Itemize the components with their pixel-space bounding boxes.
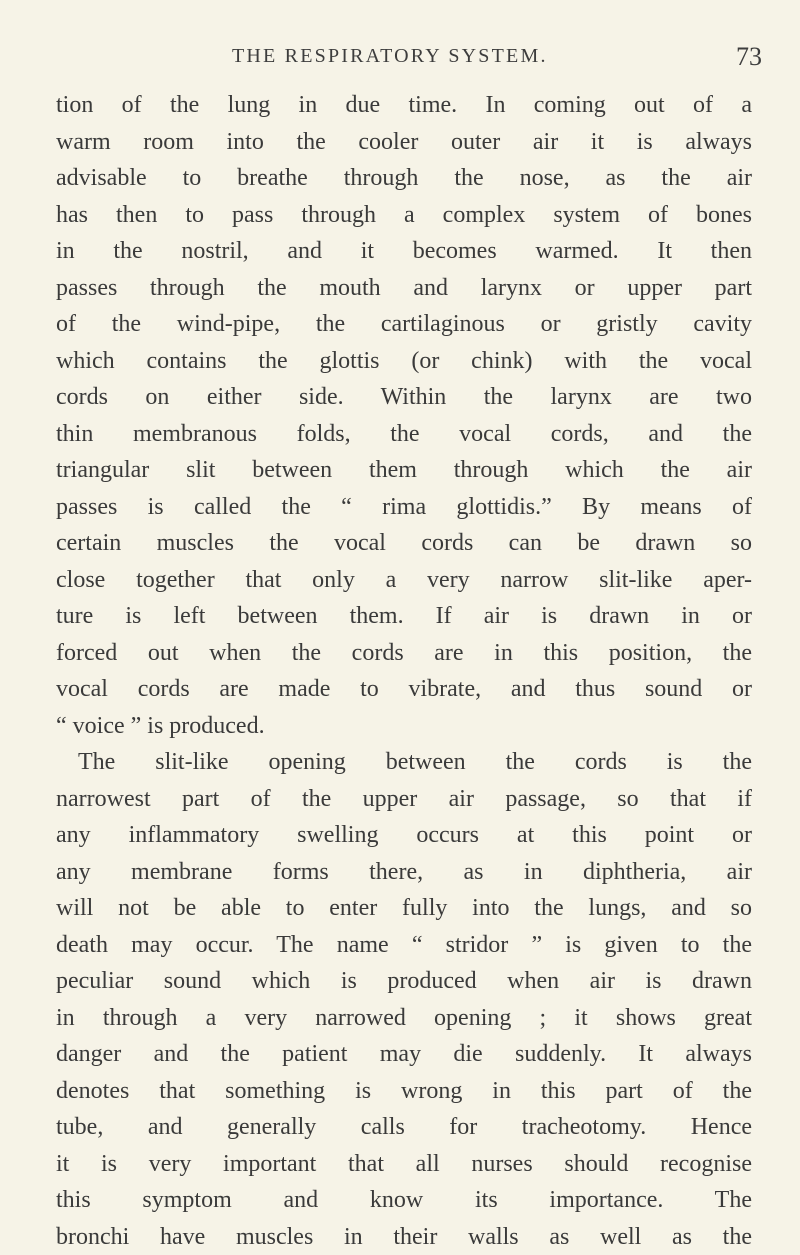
text-line: danger and the patient may die suddenly. It always (56, 1036, 752, 1073)
text-line: tube, and generally calls for tracheotomy. Hence (56, 1109, 752, 1146)
text-line: ture is left between them. If air is drawn in or (56, 598, 752, 635)
text-line: advisable to breathe through the nose, as the air (56, 160, 752, 197)
text-line: has then to pass through a complex system of bones (56, 197, 752, 234)
text-line: forced out when the cords are in this position, the (56, 635, 752, 672)
text-line: this symptom and know its importance. The (56, 1182, 752, 1219)
text-line: cords on either side. Within the larynx are two (56, 379, 752, 416)
text-line: “ voice ” is produced. (56, 708, 752, 745)
text-line: peculiar sound which is produced when air is drawn (56, 963, 752, 1000)
text-line: in through a very narrowed opening ; it shows great (56, 1000, 752, 1037)
text-line: will not be able to enter fully into the lungs, and so (56, 890, 752, 927)
text-line: in the nostril, and it becomes warmed. It then (56, 233, 752, 270)
text-line: narrowest part of the upper air passage, so that if (56, 781, 752, 818)
body-text (56, 87, 752, 1255)
text-line: close together that only a very narrow slit-like aper- (56, 562, 752, 599)
text-line: death may occur. The name “ stridor ” is given to the (56, 927, 752, 964)
running-header (232, 38, 762, 74)
text-line: any membrane forms there, as in diphtheria, air (56, 854, 752, 891)
text-line: certain muscles the vocal cords can be drawn so (56, 525, 752, 562)
text-line: triangular slit between them through which the air (56, 452, 752, 489)
text-line: bronchi have muscles in their walls as well as the (56, 1219, 752, 1255)
text-line: warm room into the cooler outer air it is always (56, 124, 752, 161)
text-line: The slit-like opening between the cords is the (56, 744, 752, 781)
page-number: 73 (736, 42, 762, 72)
text-line: passes through the mouth and larynx or upper part (56, 270, 752, 307)
running-title: THE RESPIRATORY SYSTEM. (232, 45, 548, 68)
text-line: thin membranous folds, the vocal cords, and the (56, 416, 752, 453)
text-line: tion of the lung in due time. In coming out of a (56, 87, 752, 124)
text-line: any inflammatory swelling occurs at this point or (56, 817, 752, 854)
text-line: denotes that something is wrong in this part of the (56, 1073, 752, 1110)
text-line: of the wind-pipe, the cartilaginous or gristly cavity (56, 306, 752, 343)
text-line: it is very important that all nurses should recognise (56, 1146, 752, 1183)
text-line: passes is called the “ rima glottidis.” By means of (56, 489, 752, 526)
text-line: vocal cords are made to vibrate, and thus sound or (56, 671, 752, 708)
text-line: which contains the glottis (or chink) with the vocal (56, 343, 752, 380)
